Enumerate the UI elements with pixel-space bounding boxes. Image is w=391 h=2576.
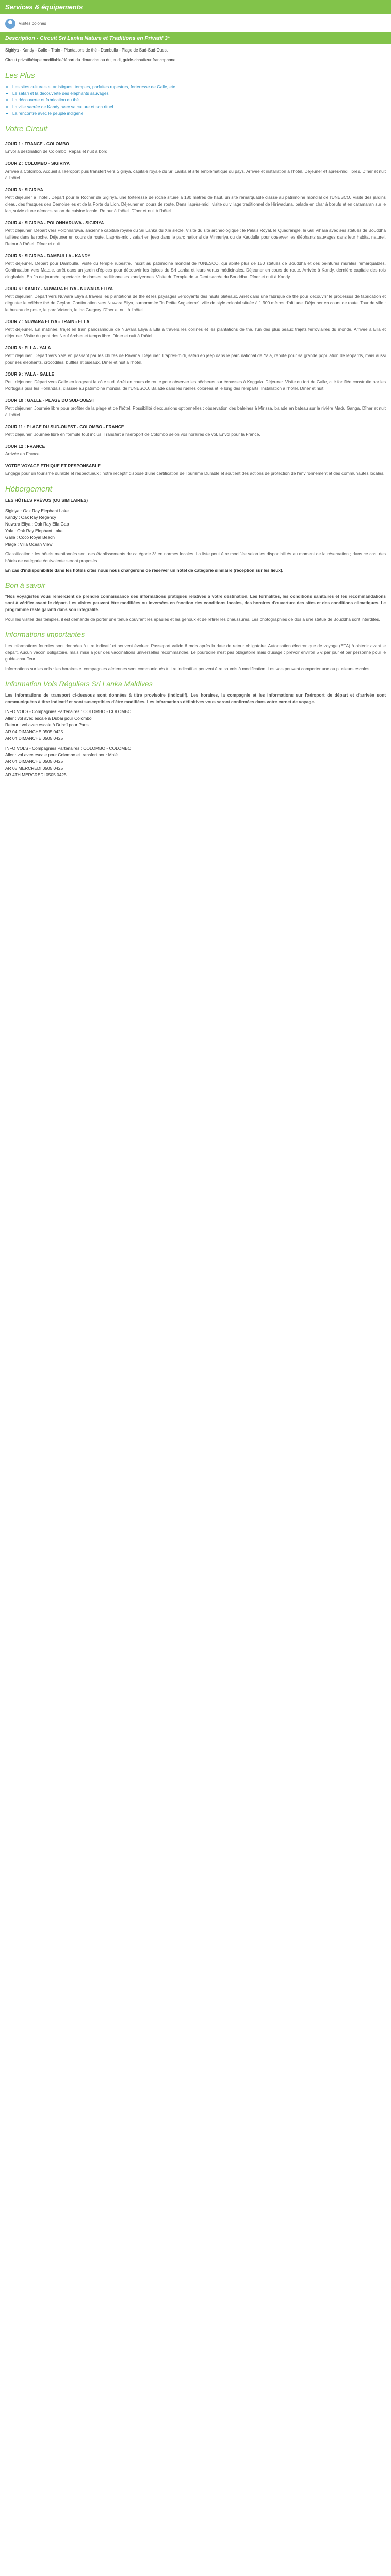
day-block — [5, 187, 386, 214]
day-text: Petit déjeuner. En matinée, trajet en train panoramique de Nuwara Eliya à Ella à travers les collines et les plantations de thé, l'un des plus beaux trajets ferroviaires du monde. Arrivée à Ella et déjeuner. Visite du pont des Neuf Arches et temps libre. Dîner et nuit à l'hôtel. — [5, 326, 386, 338]
list-item: • Le safari et la découverte des éléphants sauvages — [12, 90, 386, 97]
ethical-title: VOTRE VOYAGE ETHIQUE ET RESPONSABLE — [5, 463, 101, 469]
day-block — [5, 345, 386, 366]
day-title: JOUR 11 : PLAGE DU SUD-OUEST - COLOMBO - FRANCE — [5, 424, 124, 430]
hotel-note-2: En cas d'indisponibilité dans les hôtels cités nous nous chargerons de réserver un hôtel de catégorie similaire (réception sur les lieux). — [5, 567, 284, 573]
flight-line: INFO VOLS - Compagnies Partenaires : COLOMBO - COLOMBO — [5, 745, 132, 751]
day-text: Arrivée à Colombo. Accueil à l'aéroport puis transfert vers Sigiriya, capitale royale du Sri Lanka et site emblématique du pays. Arrivée et installation à l'hôtel. Déjeuner et après-midi libres. Dîner et nuit à l'hôtel. — [5, 168, 386, 180]
bottom-spacer — [5, 782, 386, 783]
route-line: Sigiriya - Kandy - Galle - Train - Plantations de thé - Dambulla - Plage de Sud-Sud-Ouest — [5, 48, 168, 53]
bon-a-savoir-heading: Bon à savoir — [5, 581, 45, 589]
hotel-line: Plage : Villa Ocean View — [5, 541, 53, 547]
day-title: JOUR 10 : GALLE - PLAGE DU SUD-OUEST — [5, 398, 95, 403]
day-text: Petit déjeuner. Départ vers Nuwara Eliya à travers les plantations de thé et les paysages verdoyants des hauts plateaux. Arrêt dans une fabrique de thé pour découvrir le processus de fabrication et déguster le célèbre thé de Ceylan. Continuation vers Nuwara Eliya, surnommée "la Petite Angleterre", ville de style colonial située à 1 900 mètres d'altitude. Déjeuner en cours de route. Tour de ville : le bureau de poste, le parc Victoria, le lac Gregory. Dîner et nuit à l'hôtel. — [5, 293, 386, 312]
list-item: • La rencontre avec le peuple indigène — [12, 110, 386, 117]
hotel-line: Sigiriya : Oak Ray Elephant Lake — [5, 507, 69, 513]
maldives-text: Les informations de transport ci-dessous sont données à titre provisoire (indicatif). Les horaires, la compagnie et les informations sur l'aéroport de départ et d'arrivée sont communiquées à titre indicatif et sont susceptibles d'être modifiées. Les informations définitives vous seront confirmées dans votre carnet de voyage. — [5, 692, 386, 704]
flight-line: AR 05 MERCREDI 0505 0425 — [5, 765, 63, 771]
hotel-line: Galle : Coco Royal Beach — [5, 534, 55, 540]
day-text: Petit déjeuner. Départ vers Galle en longeant la côte sud. Arrêt en cours de route pour observer les pêcheurs sur échasses à Koggala. Déjeuner. Visite du fort de Galle, cité fortifiée construite par les Portugais puis les Hollandais, classée au patrimoine mondial de l'UNESCO. Balade dans les ruelles colorées et le long des remparts. Installation à l'hôtel. Dîner et nuit. — [5, 379, 386, 392]
hebergement-heading: Hébergement — [5, 485, 52, 494]
flight-line: AR 04 DIMANCHE 0505 0425 — [5, 735, 63, 741]
day-title: JOUR 2 : COLOMBO - SIGIRIYA — [5, 160, 70, 166]
list-item: • Les sites culturels et artistiques: temples, parfaites rupestres, forteresse de Galle, etc. — [12, 83, 386, 90]
day-text: Petit déjeuner à l'hôtel. Départ pour le Rocher de Sigiriya, une forteresse de roche située à 180 mètres de haut, un site remarquable classé au patrimoine mondial de l'UNESCO. Visite des jardins d'eau, des fresques des Demoiselles et de la Porte du Lion. Déjeuner en cours de route. Dans l'après-midi, visite du village traditionnel de Hiriwaduna, balade en char à bœufs et en catamaran sur le lac, suivie d'une démonstration de cuisine locale. Retour à l'hôtel. Dîner et nuit à l'hôtel. — [5, 194, 386, 213]
infos-text-2: Informations sur les vols : les horaires et compagnies aériennes sont communiqués à titre indicatif et peuvent être soumis à modification. Les vols peuvent comporter une ou plusieurs escales. — [5, 666, 371, 672]
services-banner: Services & équipements — [0, 0, 391, 14]
day-title: JOUR 8 : ELLA - YALA — [5, 345, 51, 350]
flight-line: Aller : vol avec escale pour Colombo et transfert pour Malé — [5, 752, 118, 757]
maldives-heading: Information Vols Réguliers Sri Lanka Maldives — [5, 680, 153, 688]
day-title: JOUR 9 : YALA - GALLE — [5, 371, 55, 377]
visitors-row — [5, 19, 386, 29]
hotel-line: Kandy : Oak Ray Regency — [5, 514, 56, 520]
day-block — [5, 219, 386, 247]
day-block — [5, 252, 386, 280]
day-block — [5, 443, 386, 457]
day-title: JOUR 12 : FRANCE — [5, 444, 45, 449]
les-plus-heading: Les Plus — [5, 71, 35, 80]
day-block — [5, 160, 386, 181]
hotel-line: Yala : Oak Ray Elephant Lake — [5, 528, 63, 533]
hotel-note: Classification : les hôtels mentionnés sont des établissements de catégorie 3* en normes locales. La liste peut être modifiée selon les disponibilités au moment de la réservation ; dans ce cas, des hôtels de catégorie équivalente seront proposés. — [5, 551, 386, 563]
day-title: JOUR 6 : KANDY - NUWARA ELIYA - NUWARA ELIYA — [5, 285, 113, 291]
flight-line: Retour : vol avec escale à Dubaï pour Paris — [5, 722, 89, 727]
user-icon — [5, 19, 15, 29]
day-block — [5, 141, 386, 155]
day-text: Petit déjeuner. Journée libre en formule tout inclus. Transfert à l'aéroport de Colombo selon vos horaires de vol. Envol pour la France. — [5, 432, 260, 437]
visitors-label[interactable]: Visites bolones — [19, 21, 46, 26]
list-item: • La ville sacrée de Kandy avec sa culture et son rituel — [12, 104, 386, 110]
day-text: Petit déjeuner. Journée libre pour profiter de la plage et de l'hôtel. Possibilité d'excursions optionnelles : observation des baleines à Mirissa, balade en bateau sur la rivière Madu Ganga. Dîner et nuit à l'hôtel. — [5, 405, 386, 418]
hotel-list-title: LES HÔTELS PRÉVUS (OU SIMILAIRES) — [5, 498, 88, 503]
day-text: Envol à destination de Colombo. Repas et nuit à bord. — [5, 148, 109, 154]
day-block — [5, 397, 386, 418]
flight-line: INFO VOLS - Compagnies Partenaires : COLOMBO - COLOMBO — [5, 708, 132, 714]
infos-text: Les informations fournies sont données à titre indicatif et peuvent évoluer. Passeport valide 6 mois après la date de retour obligatoire. Autorisation électronique de voyage (ETA) à obtenir avant le départ. Aucun vaccin obligatoire, mais mise à jour des vaccinations universelles recommandée. Le pourboire n'est pas obligatoire mais d'usage : prévoir environ 5 € par jour et par personne pour le guide-chauffeur. — [5, 643, 386, 662]
day-title: JOUR 7 : NUWARA ELIYA - TRAIN - ELLA — [5, 318, 90, 324]
flight-line: Aller : vol avec escale à Dubaï pour Colombo — [5, 715, 92, 721]
route-note: Circuit privatif/étape modifiable/départ du dimanche ou du jeudi, guide-chauffeur francophone. — [5, 57, 177, 62]
les-plus-list — [5, 83, 386, 117]
hotel-line: Nuwara Eliya : Oak Ray Ella Gap — [5, 521, 69, 527]
bon-a-savoir-text-2: Pour les visites des temples, il est demandé de porter une tenue couvrant les épaules et les genoux et de retirer les chaussures. Les photographies de dos à une statue de Bouddha sont interdites. — [5, 617, 380, 622]
day-text: Petit déjeuner. Départ pour Dambulla. Visite du temple rupestre, inscrit au patrimoine mondial de l'UNESCO, qui abrite plus de 150 statues de Bouddha et des peintures murales remarquables. Continuation vers Matale, arrêt dans un jardin d'épices pour découvrir les épices du Sri Lanka et leurs vertus médicinales. Déjeuner en cours de route. Arrivée à Kandy, dernière capitale des rois cinghalais. En fin de journée, spectacle de danses traditionnelles kandyennes. Visite du Temple de la Dent sacrée du Bouddha. Dîner et nuit à Kandy. — [5, 260, 386, 279]
flight-line: AR 04 DIMANCHE 0505 0425 — [5, 728, 63, 734]
day-title: JOUR 4 : SIGIRIYA - POLONNARUWA - SIGIRIYA — [5, 219, 104, 225]
flight-line: AR 4TH MERCREDI 0505 0425 — [5, 772, 67, 777]
day-block — [5, 285, 386, 313]
day-block — [5, 423, 386, 438]
bon-a-savoir-text: *Nos voyagistes vous remercient de prendre connaissance des informations pratiques relatives à votre destination. Les formalités, les conditions sanitaires et les recommandations sont à vérifier avant le départ. Les visites peuvent être modifiées ou inversées en fonction des conditions locales, des horaires d'ouverture des sites et des conditions climatiques. Le programme reste garanti dans son intégralité. — [5, 594, 386, 613]
day-block — [5, 371, 386, 392]
ethical-text: Engagé pour un tourisme durable et respectueux : notre réceptif dispose d'une certification de Tourisme Durable et soutient des actions de protection de l'environnement et des communautés locales. — [5, 471, 385, 477]
votre-circuit-heading: Votre Circuit — [5, 125, 47, 134]
day-title: JOUR 3 : SIGIRIYA — [5, 187, 43, 192]
day-text: Arrivée en France. — [5, 451, 41, 457]
day-text: Petit déjeuner. Départ vers Yala en passant par les chutes de Ravana. Déjeuner. L'après-midi, safari en jeep dans le parc national de Yala, réputé pour sa grande population de léopards, mais aussi pour ses éléphants, crocodiles, buffles et oiseaux. Dîner et nuit à l'hôtel. — [5, 353, 386, 365]
infos-heading: Informations importantes — [5, 630, 85, 639]
day-block — [5, 318, 386, 340]
day-title: JOUR 1 : FRANCE - COLOMBO — [5, 141, 69, 146]
day-text: Petit déjeuner. Départ vers Polonnaruwa, ancienne capitale royale du Sri Lanka du XIe siècle. Visite du site archéologique : le Palais Royal, le Quadrangle, le Gal Vihara avec ses statues de Bouddha taillées dans la roche. Déjeuner en cours de route. L'après-midi, safari en jeep dans le parc national de Minneriya ou de Kaudulla pour observer les éléphants sauvages dans leur habitat naturel. Retour à l'hôtel. Dîner et nuit. — [5, 227, 386, 246]
day-title: JOUR 5 : SIGIRIYA - DAMBULLA - KANDY — [5, 252, 91, 258]
list-item: • La découverte et fabrication du thé — [12, 97, 386, 104]
flight-line: AR 04 DIMANCHE 0505 0425 — [5, 758, 63, 764]
description-title: Description - Circuit Sri Lanka Nature et Traditions en Privatif 3* — [0, 32, 391, 44]
